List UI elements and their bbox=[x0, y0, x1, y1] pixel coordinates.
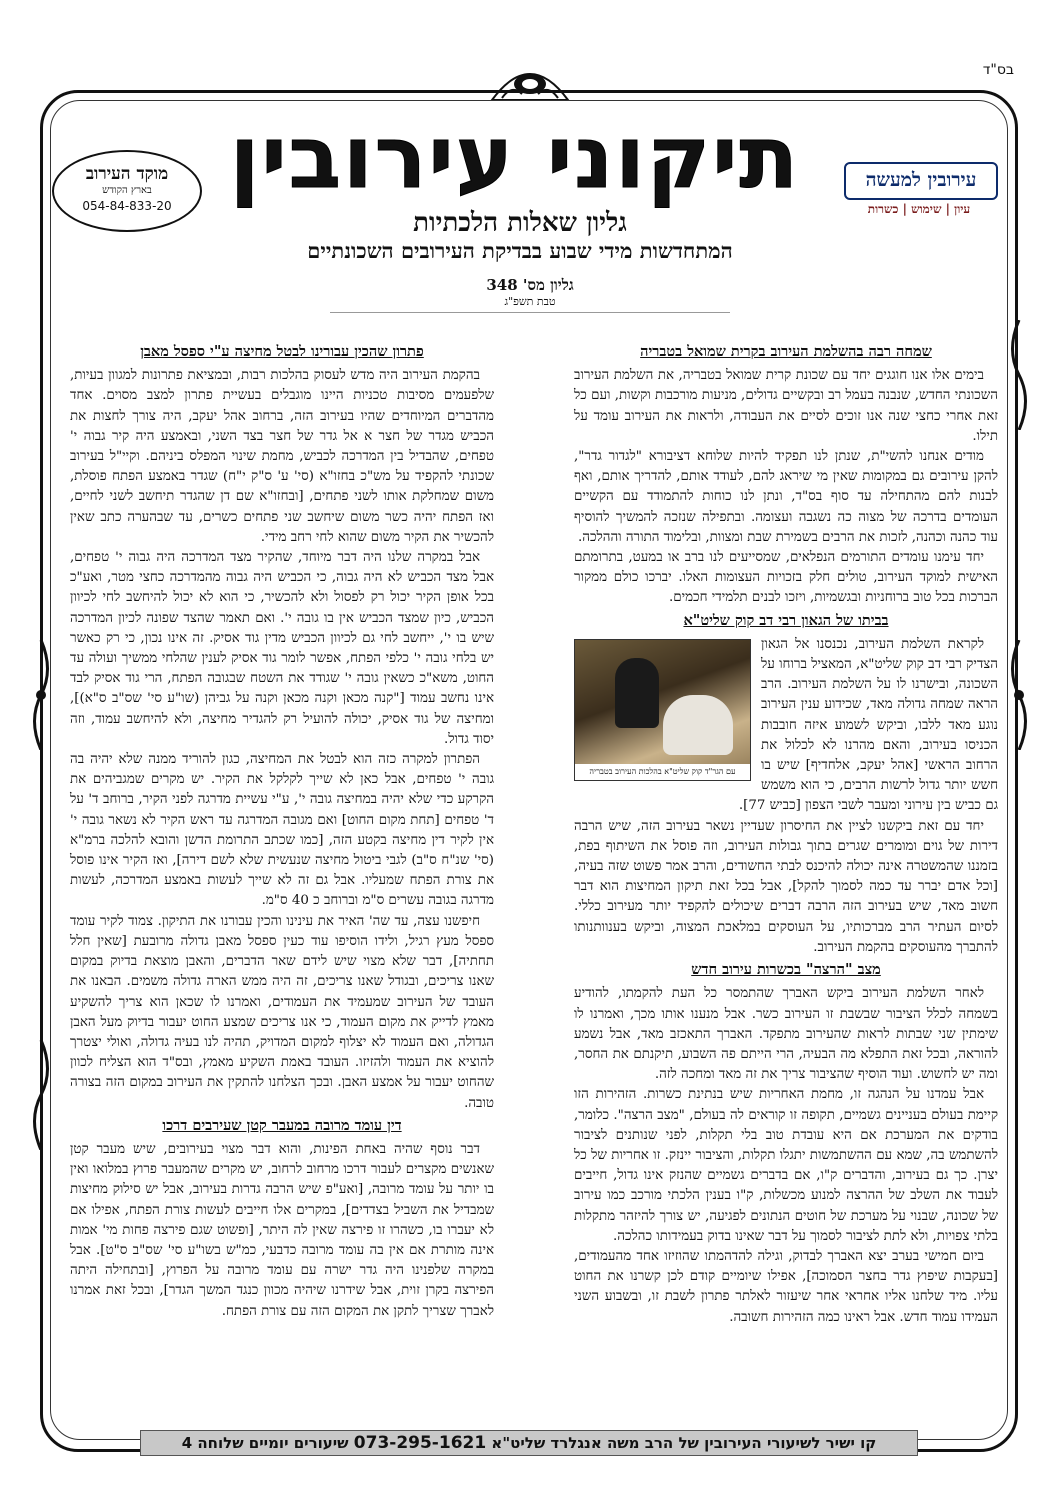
article-paragraph: דבר נוסף שהיה באחת הפינות, והוא דבר מצוי בעירובים, שיש מעבר קטן שאנשים מקצרים לעבור דרכו מרחוב לרחוב, יש מקרים שהמעבר פרוץ במלואו ואין בו יותר על עומד מרובה, [ואע"פ שיש הרבה גדרות בעירוב, אבל יש סילוק מחיצות שמבדיל את השביל בצדדים], במקרים אלו חייבים לעשות צורת הפתח, אפילו אם לא יעברו בו, כשהרו זו פירצה שאין לה היתר, [ופשוט שגם פירצה פחות מי' אמות אינה מותרת אם אין בה עומד מרובה כדבעי, כמ"ש בשו"ע סי' שס"ב ס"ט]. אבל במקרה שלפנינו היה גדר ישרה עם עומד מרובה על הפרוץ, [ובתחילה היתה הפירצה בקרן זוית, אבל שידרנו שיהיה מכוון כנגד המשך הגדר], ובכל זאת אמרנו לאברך שצריך לתקן את המקום הזה עם צורת הפתח. bbox=[70, 1141, 494, 1319]
subtitle-secondary: המתחדשות מידי שבוע בבדיקת העירובים השכונתיים bbox=[307, 238, 733, 263]
article-paragraph: לקראת השלמת העירוב, נכנסנו אל הגאון הצדיק רבי דב קוק שליט"א, המאציל ברוחו על השכונה, ובישרנו לו על השלמת העירוב. הרב הראה שמחה גדולה מאד, שכידוע ענין העירוב נוגע מאד ללבו, וביקש לשמוע איזה חובבות הכניסו בעירוב, והאם מהרנו לא לכלול את הרחוב הראשי [אהל יעקב, אלחדיף] שיש בו חשש יותר גדול לרשות הרבים, כי הוא משמש גם כביש בין עירוני ומעבר לשבי הצפון [כביש 77]. bbox=[738, 636, 998, 814]
logo-left-subtitle: בארץ הקודש bbox=[102, 185, 152, 196]
footer-phone: 073-295-1621 bbox=[353, 1433, 487, 1453]
issue-number: גליון מס' 348 bbox=[486, 276, 574, 294]
right-side-ornament-icon bbox=[1006, 640, 1032, 750]
article-paragraph: ביום חמישי בערב יצא האברך לבדוק, וגילה להדהמתו שהוזיזו אחד מהעמודים, [בעקבות שיפוץ גדר בחצר הסמוכה], אפילו שיומיים קודם לכן קשרנו את החוט עליו. מיד שלחנו אליו אחראי אחר שיעזור לאלתר פתרון לשבת זו, ובשבוע השני העמידו עמוד חדש. אבל ראינו כמה הזהירות חשובה. bbox=[574, 1248, 998, 1325]
subtitle: גליון שאלות הלכתיות bbox=[413, 208, 627, 238]
footer-text-right: קו ישיר לשיעורי העירובין של הרב משה אנגלרד שליט"א bbox=[491, 1434, 877, 1452]
article-paragraph: אבל במקרה שלנו היה דבר מיוחד, שהקיר מצד המדרכה היה גבוה י' טפחים, אבל מצד הכביש לא היה גבוה, כי הכביש היה גבוה מהמדרכה כחצי מטר, ואע"כ בכל אופן הקיר יכול רק לפסול ולא להכשיר, כי הוא לא יכול להיחשב לחי לכיוון הכביש, כיון שמצד הכביש אין בו גובה י'. ואם תאמר שהצד שפונה לכיון המדרכה שיש בו י', ייחשב לחי גם לכיוון הכביש מדין גוד אסיק. זה אינו נכון, כי רק כאשר יש בלחי גובה י' כלפי הפתח, אפשר לומר גוד אסיק לענין שהלחי ממשיך ועולה עד החוט, משא"כ כשאין גובה י' שגודד את השטח שבגובה הפתח, הרי גוד אסיק לבד אינו נחשב עמוד ["קנה מכאן וקנה מכאן וקנה על גביהן (שו"ע סי' שס"ב ס"א)], ומחיצה של גוד אסיק, יכולה להועיל רק להגדיר מחיצה, ולא להיחשב עמוד, וזה יסוד גדול. bbox=[70, 550, 494, 747]
rabbi-photo bbox=[574, 639, 751, 781]
right-upper-ornament-icon bbox=[1006, 320, 1032, 430]
logo-right-banner: עירובין למעשה bbox=[844, 162, 998, 200]
left-lower-ornament-icon bbox=[28, 1040, 54, 1150]
bsd-mark: בס"ד bbox=[982, 62, 1014, 78]
article-paragraph: בימים אלו אנו חוגגים יחד עם שכונת קרית שמואל בטבריה, את השלמת העירוב השכונתי החדש, שנבנה בעמל רב ובקשיים גדולים, מניעות מורכבות וקשות, ועם כל זאת אחרי כחצי שנה אנו זוכים לסיים את העבודה, ולראות את העירוב עומד על תילו. bbox=[574, 368, 998, 444]
article-paragraph: חיפשנו עצה, עד שה' האיר את עינינו והכין עבורנו את התיקון. צמוד לקיר עומד ספסל מעץ רגיל, ולידו הוסיפו עוד כעין ספסל מאבן גדולה מרובעת [שאין חלל תחתיה], דבר שלא מצוי שיש לידם שאר הדברים, והאבן מוצאת בדיוק במקום שאנו צריכים, ובגודל שאנו צריכים, זה היה ממש הארה גדולה משמים. הבאנו את העובד של העירוב שמעמיד את העמודים, ואמרנו לו שכאן הוא צריך להשקיע מאמץ לדייק את מקום העמוד, כי אנו צריכים שמצע החוט יעבור בדיוק מעל האבן הגדולה, ואם העמוד לא יצלוף למקום המדויק, תהיה לנו בעיה גדולה, ואולי יצטרך להוציא את העמוד ולהזיזו. העובד באמת השקיע מאמץ, ובס"ד הוא הצליח לכוון שהחוט יעבור על אמצע האבן. ובכך הצלחנו להתקין את העירוב במקום הזה בצורה טובה. bbox=[70, 913, 494, 1111]
footer-hotline-bar bbox=[140, 1430, 918, 1456]
footer-text-left: שיעורים יומיים שלוחה 4 bbox=[181, 1434, 349, 1452]
left-side-ornament-icon bbox=[28, 640, 54, 750]
photo-figure bbox=[663, 695, 733, 755]
header-divider bbox=[330, 312, 730, 313]
photo-figure bbox=[615, 658, 659, 728]
article-paragraph: מודים אנחנו להשי"ת, שנתן לנו תפקיד להיות שלוחא דציבורא "לגדור גדר", להקן עירובים גם במקומות שאין מי שיראג להם, לעודד אותם, להדריך אותם, ואף לבנות להם מהתחילה עד סוף בס"ד, ונתן לנו כוחות להתמודד עם הקשיים העומדים בדרכה של מצוה כה נשגבה ועצומה. ובתפילה שנזכה להמשיך להוסיף עוד כהנה וכהנה, לזכות את הרבים בשמירת שבת ומצוות, ובלימוד התורה וההלכה. bbox=[574, 449, 998, 545]
article-title: דין עומד מרובה במעבר קטן שעירבים דרכו bbox=[162, 1116, 402, 1134]
logo-left-title: מוקד העירוב bbox=[85, 164, 169, 184]
article-title: פתרון שהכין עבורינו לבטל מחיצה ע"י ספסל מאבן bbox=[140, 343, 424, 360]
photo-caption: עם הגר"ד קוק שליט"א בהלכות העירוב בטבריה bbox=[575, 764, 750, 780]
article-paragraph: לאחר השלמת העירוב ביקש האברך שהתמסר כל העת להקמתו, להודיע בשמחה לכלל הציבור שבשבת זו העירוב כשר. אבל מנענו אותו מכך, ואמרנו לו שימתין שני שבתות לראות שהעירוב מתפקד. האברך התאכזב מאד, אבל נשמע להוראה, ובכל זאת התפלא מה הבעיה, הרי הייתם פה השבוע, תיקנתם את החסר, ומה יש לחשוש. ועוד הוסיף שהציבור צריך את זה מאד ומחכה לזה. bbox=[574, 986, 998, 1083]
article-title: שמחה רבה בהשלמת העירוב בקרית שמואל בטבריה bbox=[640, 343, 932, 360]
logo-left-phone: 054-84-833-20 bbox=[82, 199, 172, 213]
article-paragraph: יחד עימנו עומדים התורמים הנפלאים, שמסייעים לנו ברב או במעט, בתרומתם האישית למוקד העירוב, טולים חלק בזכויות העצומות האלו. יברכו כולם ממקור הברכות בכל טוב ברוחניות ובגשמיות, ויזכו לבנים תלמידי חכמים. bbox=[574, 550, 998, 606]
left-column bbox=[70, 340, 494, 1322]
article-paragraph: בהקמת העירוב היה מדש לעסוק בהלכות רבות, ובמציאת פתרונות למגוון בעיות, שלפעמים מסיבות טכניות היינו מוגבלים בעשיית פתרון למצב מסוים. אחד מהדברים המיוחדים שהיו בעירוב הזה, ברחוב אהל יעקב, היה צורך לחצות את הכביש מגדר של חצר א אל גדר של חצר בצד השני, ובאמצע היה קיר גבוה י' טפחים, שהבדיל בין המדרכה לכביש, מחמת שינוי המפלס ביניהם. וקיי"ל בעירוב שכונתי להקפיד על מש"כ בחזו"א (סי' ע' ס"ק י"ח) שגדר באמצע הפתח פוסלת, משום שמחלקת אותו לשני פתחים, [ובחזו"א שם דן שהגדר תיחשב לשני לחיים, ואז הפתח יהיה כשר משום שיחשב שני פתחים כשרים, עד שבהערה כתב שאין להכשיר את הקיר משום שהוא לחי רחב מידי. bbox=[70, 368, 494, 545]
eruvin-lemaase-logo bbox=[830, 158, 1008, 224]
article-paragraph: הפתרון למקרה כזה הוא לבטל את המחיצה, כגון להוריד ממנה שלא יהיה בה גובה י' טפחים, אבל כאן לא שייך לקלקל את הקיר. יש מקרים שמגביהים את הקרקע כדי שלא יהיה במחיצה גובה י', ע"י עשיית מדרגה לפני הקיר, ברוחב ד' על ד' טפחים [תחת מקום החוט] ואם מגובה המדרגה עד ראש הקיר לא נשאר גובה י' אין לקיר דין מחיצה בקטע הזה, [כמו שכתב התרומת הדשן והובא להלכה ברמ"א (סי' שנ"ח ס"ב) לגבי ביטול מחיצה שנעשית שלא לשם דירה], ואז הקיר אינו פוסל את צורת הפתח שמעליו. אבל גם זה לא שייך לעשות באמצע המדרכה, לעשות מדרגה בגובה עשרים ס"מ וברוחב כ 40 ס"מ. bbox=[70, 752, 494, 909]
article-title: מצב "הרצה" בכשרות עירוב חדש bbox=[691, 961, 881, 979]
article-paragraph: אבל עמדנו על הנהגה זו, מחמת האחריות שיש בנתינת כשרות. הזהירות הזו קיימת בעולם בעניינים גשמיים, תקופה זו קוראים לה בעולם, "מצב הרצה". כלומר, בודקים את המערכת אם היא עובדת טוב בלי תקלות, לפני שנותנים לציבור להשתמש בה, שמא עם ההשתמשות יתגלו תקלות, והציבור יינזק. זו אחריות של כל יצרן. כך גם בעירוב, והדברים ק"ו, אם בדברים גשמיים שהנזק אינו גדול, חייבים לעבוד את השלב של ההרצה למנוע מכשלות, ק"ו בענין הלכתי מורכב כמו עירוב של שכונה, שבנוי על מערכת של חוטים הנתונים לפגיעה, יש צורך להיזהר מתקלות בלתי צפויות, ולא לתת לציבור לסמוך על דבר שאינו בדוק בעמידותו כהלכה. bbox=[574, 1087, 998, 1244]
article-title: בביתו של הגאון רבי דב קוק שליט"א bbox=[683, 611, 889, 629]
right-column bbox=[574, 340, 998, 1328]
issue-date: טבת תשפ"ג bbox=[504, 295, 556, 308]
eruv-hotline-logo bbox=[52, 150, 202, 232]
page-title: תיקוני עירובין bbox=[229, 108, 801, 208]
article-paragraph: יחד עם זאת ביקשנו לציין את החיסרון שעדיין נשאר בעירוב הזה, שיש הרבה דירות של גוים ומומרים שגרים בתוך גבולות העירוב, וזה פוסל את השיתוף בפת, בזמננו שהמשטרה אינה יכולה להיכנס לבתי החשודים, והרב אמר פשוט שזה בעיה, [וכל אדם יברר עד כמה לסמוך להקל], אבל בכל זאת תיקון המחיצות הוא דבר חשוב מאד, שיש בעירוב הזה הרבה דברים שיכולים להקפיד יותר מעירוב כללי. לסיום העתיר הרב מברכותיו, על העוסקים במלאכת המצוה, וביקש בענוותנותו להתברך מהעוסקים בהקמת העירוב. bbox=[574, 818, 998, 955]
issue-info bbox=[440, 276, 620, 308]
logo-right-tags: עיון | שימוש | כשרות bbox=[867, 202, 971, 216]
